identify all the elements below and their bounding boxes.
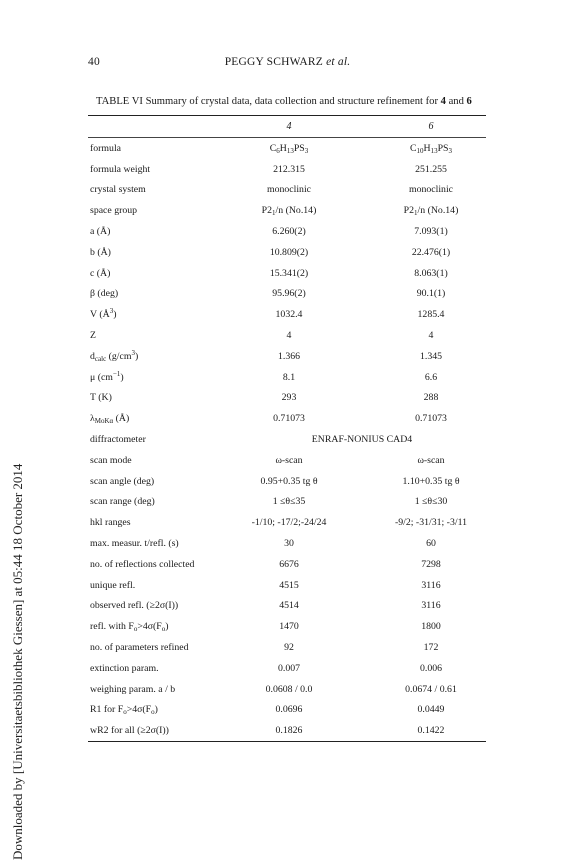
row-value-compound-4: monoclinic — [266, 184, 312, 196]
row-value-compound-4: 293 — [281, 392, 297, 404]
table-row — [88, 138, 486, 159]
row-value-compound-4: 15.341(2) — [269, 267, 309, 279]
row-label: T (K) — [90, 392, 112, 404]
table-row — [88, 325, 486, 346]
row-label: weighing param. a / b — [90, 683, 176, 695]
row-value-compound-4: 4 — [286, 330, 292, 342]
row-value-compound-4: 1 ≤θ≤35 — [272, 496, 306, 508]
row-value-compound-4: 0.0608 / 0.0 — [265, 683, 313, 695]
row-label: R1 for $F_o>4\sigma(F_o)$ — [90, 704, 158, 717]
row-label: b (Å) — [90, 246, 111, 258]
row-value-compound-4: 0.71073 — [273, 413, 305, 425]
row-value-compound-4: 6.260(2) — [272, 226, 306, 238]
row-label: a (Å) — [90, 226, 111, 238]
row-label: formula weight — [90, 163, 151, 175]
row-value-compound-4: 92 — [284, 642, 294, 654]
row-value-compound-6: 251.255 — [415, 163, 447, 175]
row-label: formula — [90, 142, 122, 154]
row-value-compound-4: 0.0696 — [275, 704, 303, 716]
row-label: diffractometer — [90, 434, 146, 446]
row-label: extinction param. — [90, 662, 159, 674]
row-value-compound-6: 3116 — [421, 579, 441, 591]
caption-label: TABLE VI — [96, 96, 143, 107]
row-label: no. of reflections collected — [90, 558, 195, 570]
download-watermark: Downloaded by [Universitaetsbibliothek Giessen] at 05:44 18 October 2014 — [10, 463, 25, 860]
row-value-compound-6: 0.006 — [419, 662, 443, 674]
table-row — [88, 304, 486, 325]
column-header-4: 4 — [286, 121, 292, 132]
row-value-compound-6: 1 ≤θ≤30 — [414, 496, 448, 508]
row-label: μ $(cm^{-1})$ — [90, 369, 124, 383]
row-value-compound-4: ω-scan — [275, 454, 303, 466]
table-row — [88, 616, 486, 637]
row-value-shared: ENRAF-NONIUS CAD4 — [311, 434, 413, 446]
table-row — [88, 200, 486, 221]
row-value-compound-6: 8.063(1) — [414, 267, 448, 279]
column-header-6: 6 — [428, 121, 434, 132]
crystal-data-table — [88, 115, 486, 742]
table-row — [88, 367, 486, 388]
table-caption — [96, 96, 520, 107]
table-row — [88, 700, 486, 721]
row-value-compound-6: 6.6 — [424, 371, 438, 383]
table-row — [88, 180, 486, 201]
row-label: crystal system — [90, 184, 146, 196]
table-row — [88, 554, 486, 575]
row-label: c (Å) — [90, 267, 111, 279]
row-value-compound-4: 95.96(2) — [272, 288, 306, 300]
row-value-compound-6: 4 — [428, 330, 434, 342]
row-value-compound-6: 90.1(1) — [416, 288, 446, 300]
row-label: wR2 for all (≥2σ(I)) — [90, 725, 169, 737]
row-value-compound-4: $C_6H_{13}PS_3$ — [269, 142, 309, 155]
row-value-compound-6: 7.093(1) — [414, 226, 448, 238]
row-value-compound-6: 288 — [423, 392, 439, 404]
row-label: hkl ranges — [90, 517, 131, 529]
row-value-compound-4: 30 — [284, 538, 294, 550]
table-row — [88, 492, 486, 513]
table-row — [88, 263, 486, 284]
row-value-compound-6: 1.10+0.35 tg θ — [402, 475, 460, 487]
table-row — [88, 388, 486, 409]
row-value-compound-6: 60 — [426, 538, 436, 550]
caption-and: and — [448, 96, 464, 107]
row-label: Z — [90, 330, 96, 342]
row-value-compound-4: 212.315 — [273, 163, 305, 175]
row-value-compound-6: 1285.4 — [417, 309, 445, 321]
bottom-rule — [88, 741, 486, 742]
row-value-compound-6: 0.1422 — [417, 725, 445, 737]
row-value-compound-6: 172 — [423, 642, 439, 654]
table-row — [88, 720, 486, 741]
page-number: 40 — [88, 56, 100, 68]
row-value-compound-6: 3116 — [421, 600, 441, 612]
row-label: scan range (deg) — [90, 496, 155, 508]
table-row — [88, 658, 486, 679]
running-head — [88, 56, 487, 68]
row-label: refl. with $F_o>4\sigma(F_o)$ — [90, 621, 169, 634]
row-value-compound-6: 1800 — [421, 621, 441, 633]
table-row — [88, 450, 486, 471]
table-row — [88, 679, 486, 700]
row-value-compound-4: 0.1826 — [275, 725, 303, 737]
row-label: scan mode — [90, 454, 132, 466]
row-value-compound-4: 8.1 — [282, 371, 296, 383]
caption-compound-2: 6 — [466, 96, 472, 107]
table-row — [88, 159, 486, 180]
table-row — [88, 429, 486, 450]
row-label: V $(Å^3)$ — [90, 307, 117, 321]
table-row — [88, 346, 486, 367]
table-row — [88, 533, 486, 554]
row-value-compound-6: 1.345 — [419, 350, 443, 362]
row-value-compound-6: $C_{10}H_{13}PS_3$ — [409, 142, 453, 155]
row-label: no. of parameters refined — [90, 642, 189, 654]
table-row — [88, 284, 486, 305]
row-value-compound-6: 0.0449 — [417, 704, 445, 716]
row-value-compound-6: monoclinic — [408, 184, 454, 196]
row-value-compound-6: ω-scan — [417, 454, 445, 466]
author-suffix: et al. — [326, 56, 351, 68]
table-row — [88, 512, 486, 533]
row-value-compound-4: 1.366 — [277, 350, 301, 362]
row-label: $\lambda_{MoK\alpha}$ (Å) — [90, 413, 130, 426]
table-row — [88, 575, 486, 596]
row-value-compound-6: 7298 — [421, 558, 441, 570]
table-row — [88, 408, 486, 429]
caption-compound-1: 4 — [440, 96, 446, 107]
row-value-compound-4: 0.95+0.35 tg θ — [260, 475, 318, 487]
row-value-compound-4: 1470 — [279, 621, 299, 633]
row-value-compound-4: 4514 — [279, 600, 299, 612]
row-label: $d_{calc}$ $(g/cm^3)$ — [90, 348, 139, 363]
row-value-compound-6: $P2_1/n$ (No.14) — [403, 205, 459, 218]
row-label: space group — [90, 205, 138, 217]
row-value-compound-4: $P2_1/n$ (No.14) — [261, 205, 317, 218]
row-label: observed refl. (≥2σ(I)) — [90, 600, 179, 612]
row-value-compound-6: 0.0674 / 0.61 — [405, 683, 457, 695]
caption-text: Summary of crystal data, data collection and structure refinement for — [145, 96, 438, 107]
table-row — [88, 471, 486, 492]
row-label: scan angle (deg) — [90, 475, 155, 487]
row-value-compound-6: 0.71073 — [415, 413, 447, 425]
table-row — [88, 637, 486, 658]
column-header-row — [88, 116, 486, 137]
row-value-compound-4: 1032.4 — [275, 309, 303, 321]
table-row — [88, 596, 486, 617]
row-value-compound-6: -9/2; -31/31; -3/11 — [394, 517, 468, 529]
author-name: PEGGY SCHWARZ — [224, 56, 324, 68]
row-value-compound-6: 22.476(1) — [411, 246, 451, 258]
row-label: max. measur. t/refl. (s) — [90, 538, 179, 550]
table-row — [88, 242, 486, 263]
row-value-compound-4: -1/10; -17/2;-24/24 — [251, 517, 327, 529]
row-label: β (deg) — [90, 288, 119, 300]
table-body — [88, 138, 486, 741]
row-value-compound-4: 0.007 — [277, 662, 301, 674]
row-value-compound-4: 10.809(2) — [269, 246, 309, 258]
table-row — [88, 221, 486, 242]
row-value-compound-4: 6676 — [279, 558, 299, 570]
row-label: unique refl. — [90, 579, 136, 591]
row-value-compound-4: 4515 — [279, 579, 299, 591]
